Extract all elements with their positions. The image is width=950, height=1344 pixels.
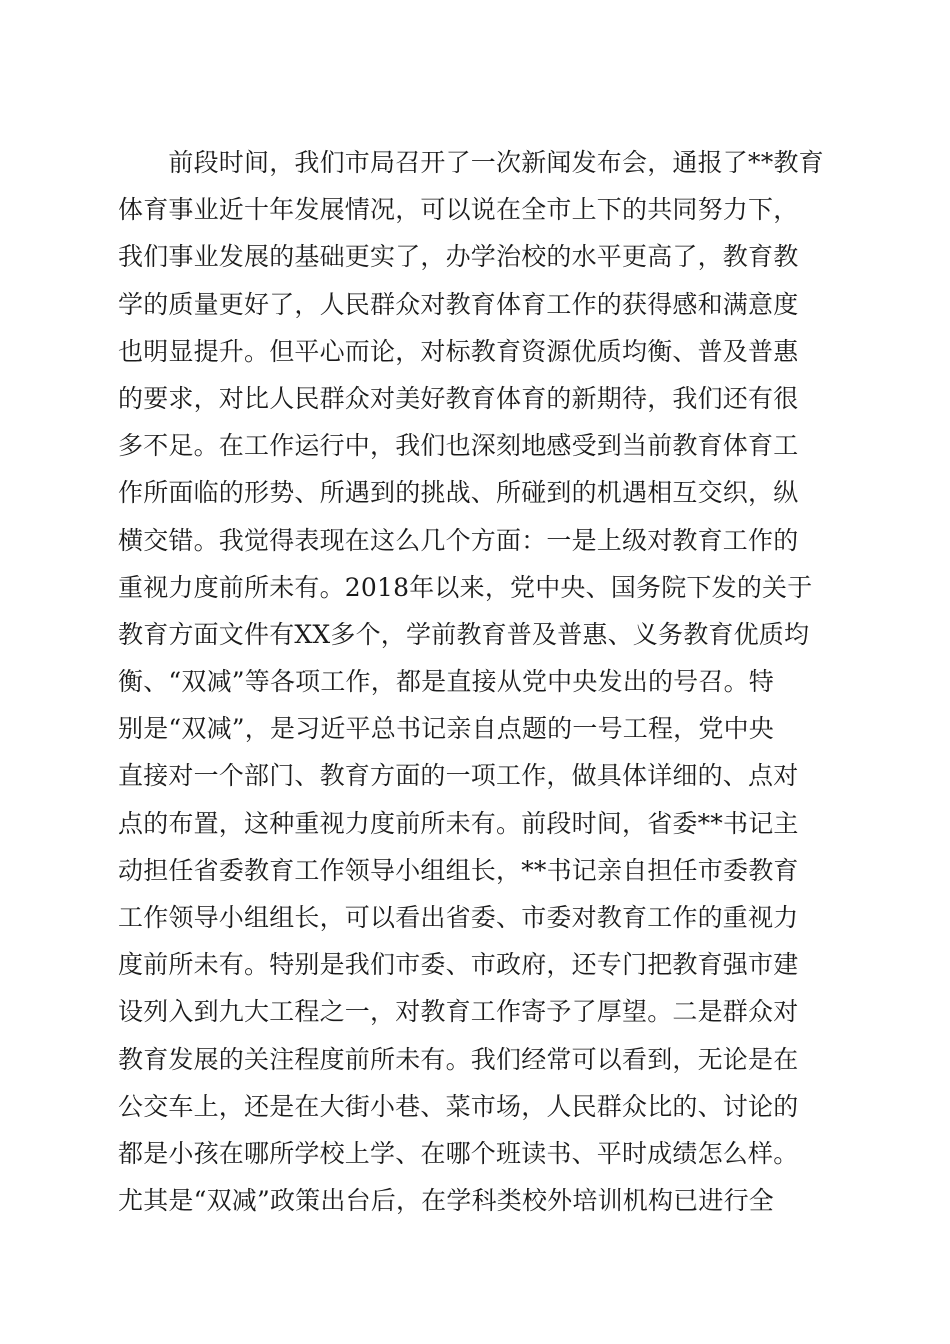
text-line: 教育发展的关注程度前所未有。我们经常可以看到，无论是在 <box>118 1044 799 1074</box>
text-line: 公交车上，还是在大街小巷、菜市场，人民群众比的、讨论的 <box>118 1091 799 1121</box>
text-line: 都是小孩在哪所学校上学、在哪个班读书、平时成绩怎么样。 <box>118 1138 799 1168</box>
text-line: 衡、“双减”等各项工作，都是直接从党中央发出的号召。特 <box>118 667 774 697</box>
text-line: 度前所未有。特别是我们市委、市政府，还专门把教育强市建 <box>118 950 799 980</box>
text-line: 多不足。在工作运行中，我们也深刻地感受到当前教育体育工 <box>118 431 799 461</box>
text-line: 作所面临的形势、所遇到的挑战、所碰到的机遇相互交织，纵 <box>118 478 799 508</box>
text-line: 尤其是“双减”政策出台后，在学科类校外培训机构已进行全 <box>118 1186 774 1216</box>
text-line: 设列入到九大工程之一，对教育工作寄予了厚望。二是群众对 <box>118 997 799 1027</box>
text-line: 前段时间，我们市局召开了一次新闻发布会，通报了**教育 <box>118 148 824 177</box>
text-line: 体育事业近十年发展情况，可以说在全市上下的共同努力下， <box>118 195 799 225</box>
text-line: 我们事业发展的基础更实了，办学治校的水平更高了，教育教 <box>118 242 799 272</box>
text-line: 工作领导小组组长，可以看出省委、市委对教育工作的重视力 <box>118 903 799 932</box>
text-line: 也明显提升。但平心而论，对标教育资源优质均衡、普及普惠 <box>118 336 799 366</box>
text-line: 重视力度前所未有。2018年以来，党中央、国务院下发的关于 <box>118 572 813 602</box>
text-line: 点的布置，这种重视力度前所未有。前段时间，省委**书记主 <box>118 808 799 838</box>
text-line: 的要求，对比人民群众对美好教育体育的新期待，我们还有很 <box>118 383 799 413</box>
text-line: 直接对一个部门、教育方面的一项工作，做具体详细的、点对 <box>118 761 799 791</box>
text-line: 横交错。我觉得表现在这么几个方面：一是上级对教育工作的 <box>118 525 799 555</box>
text-line: 学的质量更好了，人民群众对教育体育工作的获得感和满意度 <box>118 289 799 319</box>
text-line: 教育方面文件有XX多个，学前教育普及普惠、义务教育优质均 <box>118 619 810 649</box>
text-line: 别是“双减”，是习近平总书记亲自点题的一号工程，党中央 <box>118 714 774 744</box>
text-line: 动担任省委教育工作领导小组组长，**书记亲自担任市委教育 <box>118 855 799 885</box>
body-paragraph <box>118 139 838 1224</box>
